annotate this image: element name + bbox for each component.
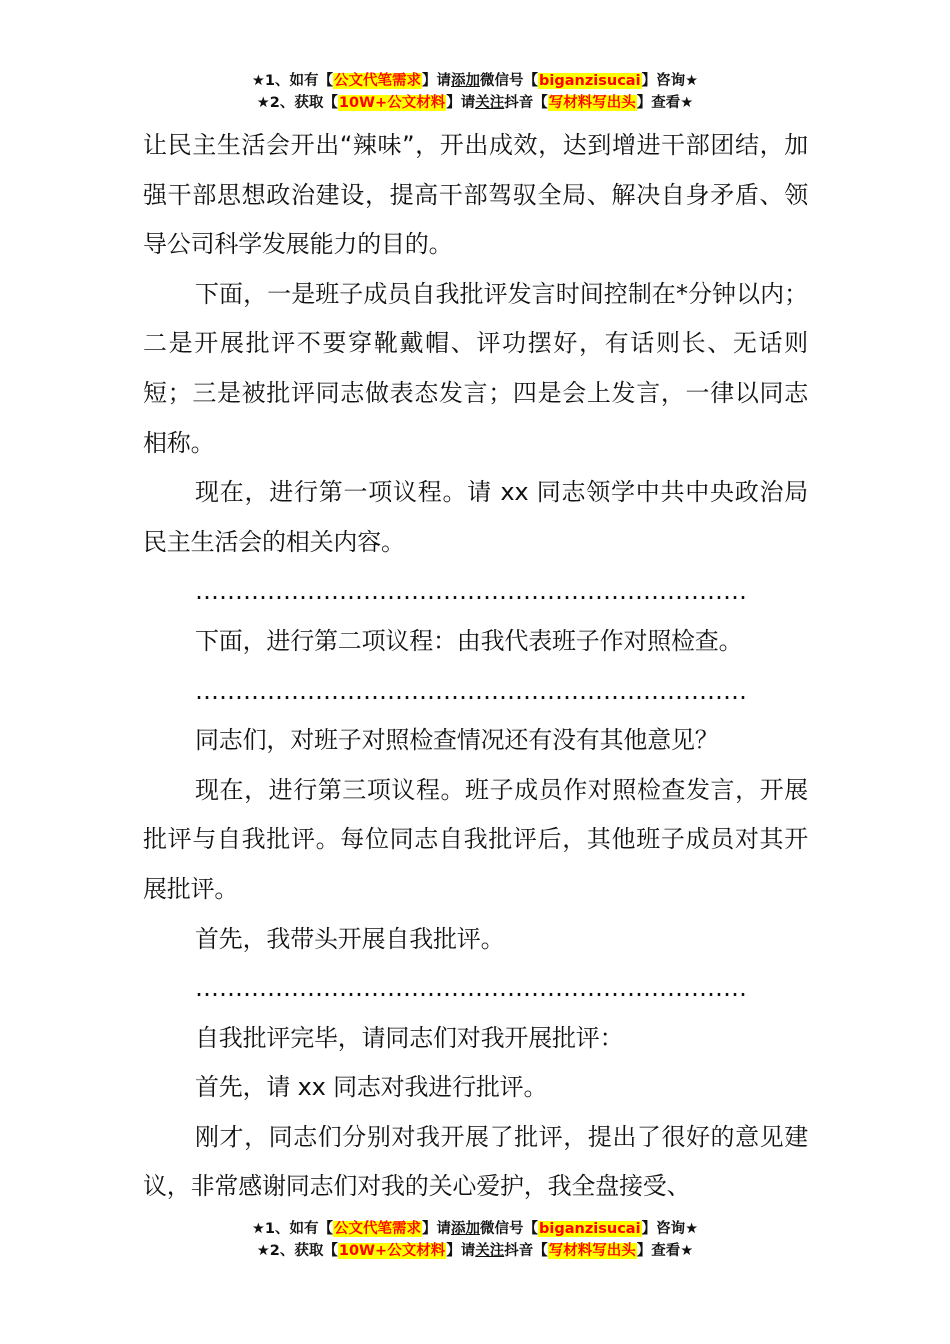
paragraph: 让民主生活会开出“辣味”，开出成效，达到增进干部团结，加强干部思想政治建设，提高干部驾驭全局、解决自身矛盾、领导公司科学发展能力的目的。 [143, 131, 808, 259]
document-body [143, 121, 808, 1212]
paragraph: 现在，进行第三项议程。班子成员作对照检查发言，开展批评与自我批评。每位同志自我批评后，其他班子成员对其开展批评。 [143, 775, 808, 903]
banner-text: ★2、获取【 [256, 95, 338, 111]
underlined-text: 添加 [451, 1221, 481, 1237]
banner-line-1 [0, 70, 950, 92]
paragraph: 下面，一是班子成员自我批评发言时间控制在*分钟以内；二是开展批评不要穿靴戴帽、评功摆好，有话则长、无话则短；三是被批评同志做表态发言；四是会上发言，一律以同志相称。 [143, 279, 808, 457]
highlight-service: 公文代笔需求 [334, 1221, 422, 1237]
paragraph: 下面，进行第二项议程：由我代表班子作对照检查。 [195, 626, 743, 655]
highlight-wechat-id: biganzisucai [539, 73, 641, 89]
ellipsis-separator: …………………………………………………………… [195, 974, 747, 1003]
banner-text: 】咨询★ [641, 1221, 699, 1237]
banner-text: 】查看★ [636, 1243, 694, 1259]
highlight-service: 公文代笔需求 [334, 73, 422, 89]
banner-line-2 [0, 92, 950, 114]
banner-line-1 [0, 1218, 950, 1240]
banner-line-2 [0, 1240, 950, 1262]
paragraph: 首先，我带头开展自我批评。 [195, 924, 505, 953]
underlined-text: 关注 [475, 1243, 505, 1259]
banner-text: 】请 [446, 1243, 476, 1259]
banner-text: 抖音【 [504, 1243, 548, 1259]
underlined-text: 添加 [451, 73, 481, 89]
banner-text: ★2、获取【 [256, 1243, 338, 1259]
highlight-materials: 10W+公文材料 [338, 1243, 446, 1259]
highlight-douyin-account: 写材料写出头 [548, 95, 636, 111]
banner-text: 抖音【 [504, 95, 548, 111]
paragraph: 首先，请 xx 同志对我进行批评。 [195, 1073, 548, 1102]
banner-text: 】查看★ [636, 95, 694, 111]
highlight-wechat-id: biganzisucai [539, 1221, 641, 1237]
ellipsis-separator: …………………………………………………………… [195, 577, 747, 606]
ellipsis-separator: …………………………………………………………… [195, 676, 747, 705]
banner-text: 】请 [446, 95, 476, 111]
highlight-douyin-account: 写材料写出头 [548, 1243, 636, 1259]
banner-text: 】请 [422, 1221, 452, 1237]
paragraph: 现在，进行第一项议程。请 xx 同志领学中共中央政治局民主生活会的相关内容。 [143, 478, 808, 556]
banner-text: 微信号【 [480, 73, 539, 89]
banner-text: 微信号【 [480, 1221, 539, 1237]
highlight-materials: 10W+公文材料 [338, 95, 446, 111]
underlined-text: 关注 [475, 95, 505, 111]
banner-text: 】咨询★ [641, 73, 699, 89]
banner-text: ★1、如有【 [251, 1221, 334, 1237]
footer-banner [0, 1218, 950, 1262]
paragraph: 刚才，同志们分别对我开展了批评，提出了很好的意见建议，非常感谢同志们对我的关心爱护，我全盘接受、 [143, 1122, 808, 1201]
paragraph: 自我批评完毕，请同志们对我开展批评： [195, 1023, 624, 1052]
header-banner [0, 70, 950, 114]
paragraph: 同志们，对班子对照检查情况还有没有其他意见？ [195, 726, 719, 755]
banner-text: 】请 [422, 73, 452, 89]
banner-text: ★1、如有【 [251, 73, 334, 89]
